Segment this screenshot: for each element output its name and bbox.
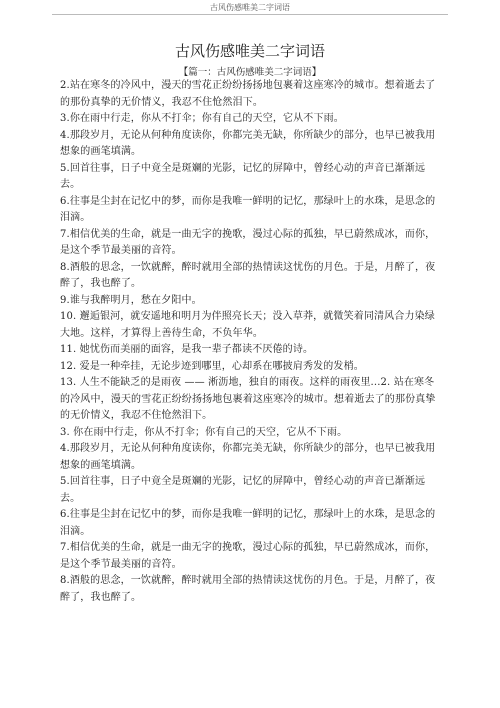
paragraph: 7.相信优美的生命，就是一曲无字的挽歌，漫过心际的孤独，早已蔚然成冰，而你，是这个季节最美丽的音符。 (60, 542, 436, 570)
paragraph: 13. 人生不能缺乏的是雨夜 —— 淅沥地，独自的雨夜。这样的雨夜里...2. 站在寒冬的冷风中，漫天的雪花正纷纷扬扬地包裹着这座寒冷的城市。想着逝去了的那份真挚的无价情义，我忍不住怆然泪下。 (60, 377, 436, 421)
header-rule (52, 14, 448, 15)
running-header: 古风伤感唯美二字词语 (210, 3, 290, 12)
section-heading: 【篇一：古风伤感唯美二字词语】 (178, 67, 322, 78)
paragraph: 3.你在雨中行走，你从不打伞；你有自己的天空，它从不下雨。 (60, 113, 344, 124)
paragraph: 11. 她忧伤而美丽的面容，是我一辈子都读不厌倦的诗。 (60, 344, 314, 355)
document-body (60, 78, 442, 606)
paragraph: 8.酒般的思念，一饮就醉，醉时就用全部的热情读这忧伤的月色。于是，月醉了，夜醉了，我也醉了。 (60, 575, 436, 603)
paragraph: 10. 邂逅银河，就安遥地和明月为伴照亮长天；没入草莽，就微笑着同清风合力染绿大地。这样，才算得上善待生命，不负年华。 (60, 311, 435, 339)
paragraph: 9.谁与我醉明月，愁在夕阳中。 (60, 294, 202, 306)
paragraph: 7.相信优美的生命，就是一曲无字的挽歌，漫过心际的孤独，早已蔚然成冰，而你，是这个季节最美丽的音符。 (60, 228, 436, 256)
paragraph: 5.回首往事，日子中竟全是斑斓的光影，记忆的屏障中，曾经心动的声音已渐渐远去。 (60, 476, 426, 504)
document-title: 古风伤感唯美二字词语 (174, 42, 325, 60)
paragraph: 8.酒般的思念，一饮就醉，醉时就用全部的热情读这忧伤的月色。于是，月醉了，夜醉了，我也醉了。 (60, 261, 436, 289)
paragraph: 6.往事是尘封在记忆中的梦，而你是我唯一鲜明的记忆，那绿叶上的水珠，是思念的泪滴。 (60, 509, 436, 537)
paragraph: 6.往事是尘封在记忆中的梦，而你是我唯一鲜明的记忆，那绿叶上的水珠，是思念的泪滴。 (60, 195, 436, 223)
paragraph: 12. 爱是一种牵挂，无论步迹到哪里，心却系在哪披肩秀发的发梢。 (60, 360, 364, 372)
paragraph: 2.站在寒冬的冷风中，漫天的雪花正纷纷扬扬地包裹着这座寒冷的城市。想着逝去了的那份真挚的无价情义，我忍不住怆然泪下。 (60, 80, 436, 108)
paragraph: 4.那段岁月，无论从何种角度读你，你都完美无缺，你所缺少的部分，也早已被我用想象的画笔填满。 (60, 443, 436, 471)
paragraph: 3. 你在雨中行走，你从不打伞；你有自己的天空，它从不下雨。 (60, 426, 348, 438)
paragraph: 4.那段岁月，无论从何种角度读你，你都完美无缺，你所缺少的部分，也早已被我用想象的画笔填满。 (60, 129, 436, 157)
paragraph: 5.回首往事，日子中竟全是斑斓的光影，记忆的屏障中，曾经心动的声音已渐渐远去。 (60, 162, 426, 190)
